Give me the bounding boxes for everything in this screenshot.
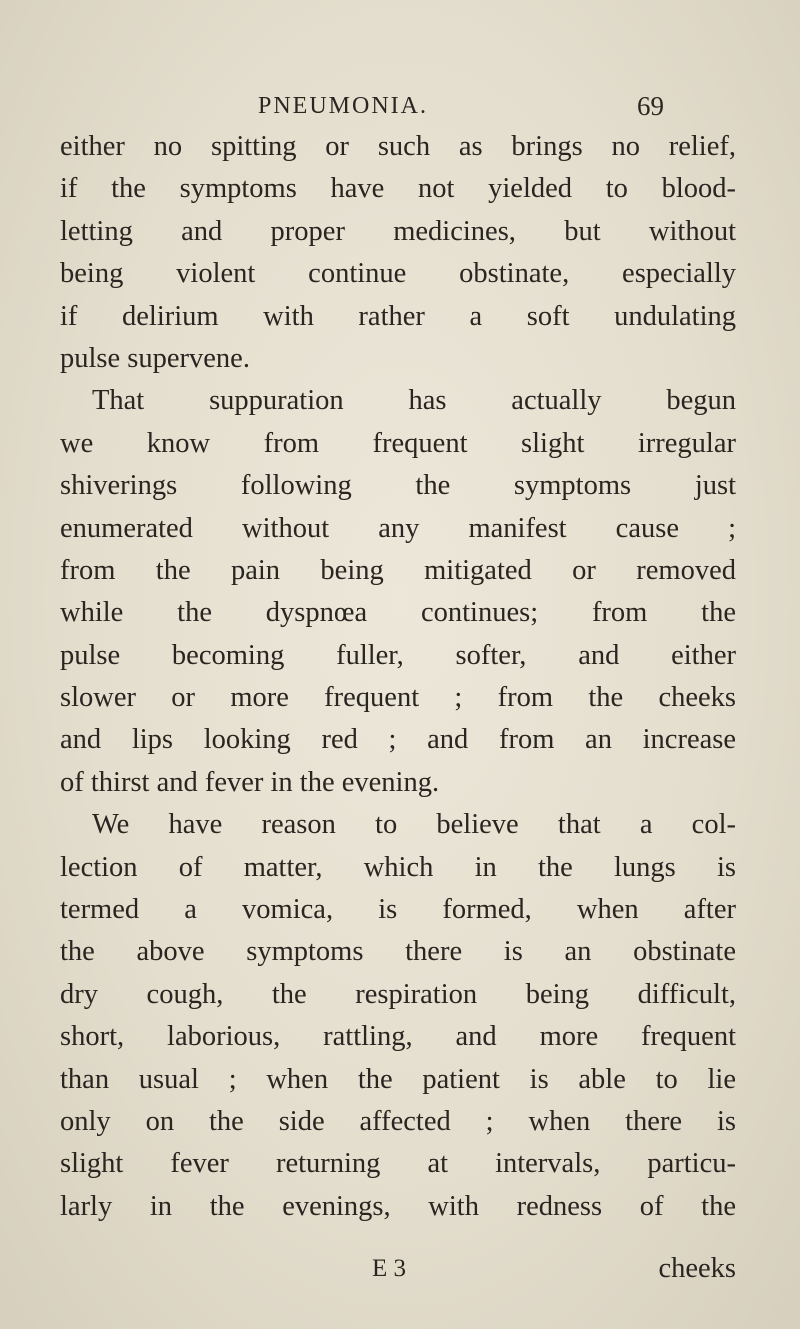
text-line: lection of matter, which in the lungs is — [60, 851, 736, 883]
text-line: pulse supervene. — [60, 342, 250, 374]
text-line: pulse becoming fuller, softer, and either — [60, 639, 736, 671]
text-line: termed a vomica, is formed, when after — [60, 894, 736, 926]
text-line: from the pain being mitigated or removed — [60, 554, 736, 586]
text-line: and lips looking red ; and from an increase — [60, 724, 736, 756]
text-line: shiverings following the symptoms just — [60, 470, 736, 502]
text-line: enumerated without any manifest cause ; — [60, 512, 736, 544]
text-line: if delirium with rather a soft undulating — [60, 300, 736, 332]
text-line: dry cough, the respiration being difficult, — [60, 978, 736, 1010]
body-text — [60, 126, 736, 1228]
text-line: slight fever returning at intervals, particu- — [60, 1148, 736, 1180]
signature-mark: E 3 — [372, 1255, 407, 1282]
text-line: slower or more frequent ; from the cheeks — [60, 682, 736, 714]
text-line: only on the side affected ; when there is — [60, 1105, 736, 1137]
text-line: larly in the evenings, with redness of the — [60, 1190, 736, 1222]
text-line: We have reason to believe that a col- — [92, 809, 736, 841]
page-footer — [60, 1248, 736, 1290]
text-line: we know from frequent slight irregular — [60, 427, 736, 459]
running-head — [258, 86, 668, 126]
text-line: short, laborious, rattling, and more frequent — [60, 1021, 736, 1053]
text-line: the above symptoms there is an obstinate — [60, 936, 736, 968]
text-line: of thirst and fever in the evening. — [60, 766, 440, 798]
text-line: letting and proper medicines, but without — [60, 215, 736, 247]
catchword: cheeks — [658, 1253, 736, 1284]
text-line: being violent continue obstinate, especially — [60, 258, 736, 290]
text-line: if the symptoms have not yielded to blood- — [60, 173, 736, 205]
text-line: while the dyspnœa continues; from the — [60, 597, 736, 629]
page-number: 69 — [637, 91, 664, 121]
text-line: That suppuration has actually begun — [92, 385, 736, 417]
text-line: either no spitting or such as brings no relief, — [60, 131, 736, 162]
running-title: PNEUMONIA. — [258, 93, 428, 119]
text-line: than usual ; when the patient is able to lie — [60, 1063, 736, 1095]
